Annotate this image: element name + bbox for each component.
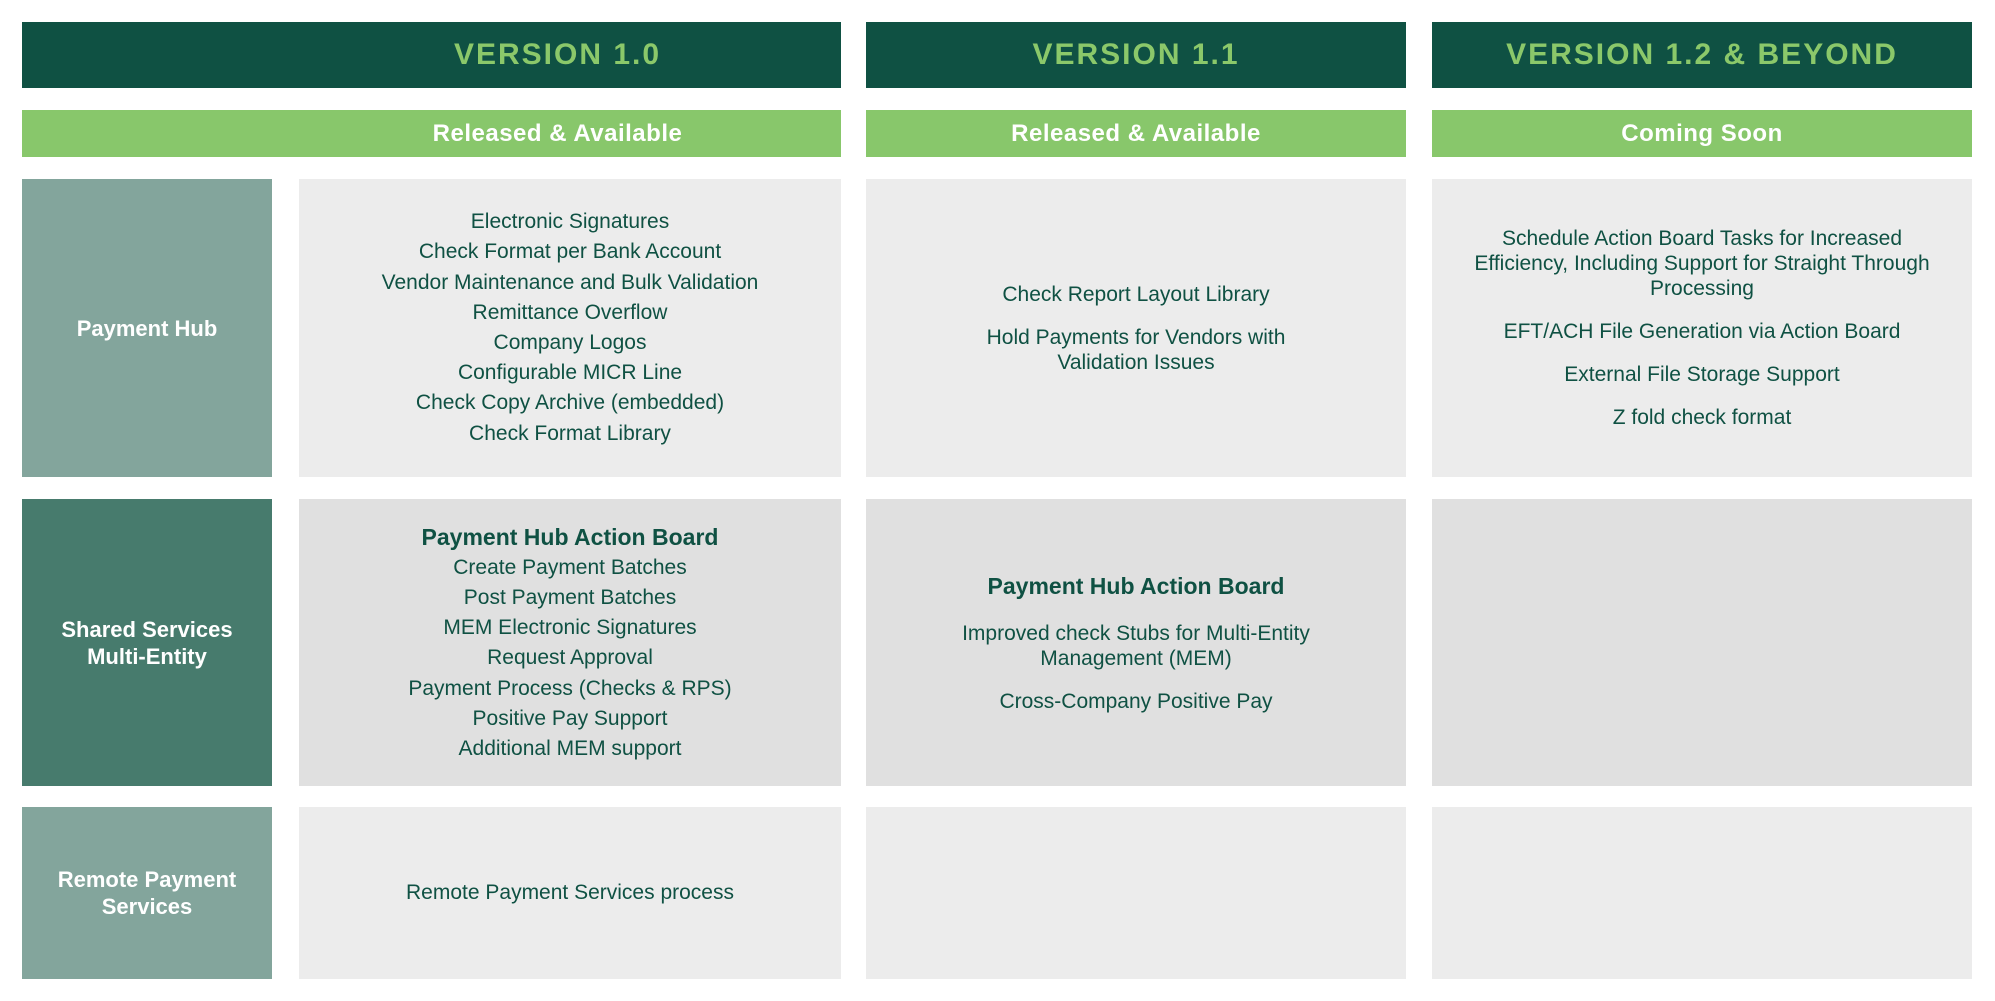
cell-payment-hub-v1-0 — [299, 179, 841, 477]
version-1-0-status-label: Released & Available — [432, 119, 683, 147]
version-1-1-header — [866, 22, 1406, 88]
feature-item: Configurable MICR Line — [457, 361, 683, 385]
feature-item: Payment Process (Checks & RPS) — [408, 676, 732, 700]
cell-shared-services-v1-2 — [1432, 499, 1972, 786]
version-1-2-header — [1432, 22, 1972, 88]
action-board-heading: Payment Hub Action Board — [987, 572, 1285, 599]
row-label-remote-payment — [22, 807, 272, 979]
action-board-heading: Payment Hub Action Board — [421, 523, 719, 550]
version-1-0-title: VERSION 1.0 — [453, 38, 662, 71]
feature-item: Electronic Signatures — [470, 210, 670, 234]
feature-item: Vendor Maintenance and Bulk Validation — [381, 270, 759, 294]
feature-item: Remittance Overflow — [472, 300, 668, 324]
version-1-2-status-label: Coming Soon — [1621, 119, 1783, 147]
row-label-shared-services — [22, 499, 272, 786]
feature-item: Check Report Layout Library — [1002, 282, 1270, 306]
cell-remote-payment-v1-2 — [1432, 807, 1972, 979]
feature-item: Z fold check format — [1612, 406, 1792, 429]
row-label-text: Shared Services Multi-Entity — [61, 616, 233, 669]
cell-remote-payment-v1-0 — [299, 807, 841, 979]
cell-payment-hub-v1-2 — [1432, 179, 1972, 477]
feature-item: Improved check Stubs for Multi-Entity Management (MEM) — [962, 621, 1310, 670]
feature-item: Check Copy Archive (embedded) — [415, 391, 725, 415]
row-label-text: Remote Payment Services — [57, 867, 237, 919]
feature-item: Create Payment Batches — [453, 555, 687, 579]
version-1-1-status-label: Released & Available — [1011, 119, 1261, 147]
row-label-payment-hub — [22, 179, 272, 477]
feature-item: MEM Electronic Signatures — [443, 616, 697, 640]
feature-item: Check Format Library — [469, 421, 671, 445]
feature-item: Additional MEM support — [458, 737, 682, 760]
version-1-1-status — [866, 110, 1406, 157]
feature-item: Request Approval — [487, 646, 653, 670]
version-1-0-header — [22, 22, 841, 88]
feature-item: Schedule Action Board Tasks for Increased Efficiency, Including Support for Straight Through Processing — [1474, 227, 1930, 300]
row-label-text: Payment Hub — [76, 315, 218, 341]
feature-item: EFT/ACH File Generation via Action Board — [1503, 320, 1901, 343]
version-1-0-status — [22, 110, 841, 157]
feature-item: External File Storage Support — [1564, 363, 1840, 386]
cell-payment-hub-v1-1 — [866, 179, 1406, 477]
cell-shared-services-v1-0 — [299, 499, 841, 786]
version-1-2-status — [1432, 110, 1972, 157]
feature-item: Positive Pay Support — [472, 706, 668, 730]
cell-shared-services-v1-1 — [866, 499, 1406, 786]
feature-item: Company Logos — [493, 331, 647, 354]
version-1-2-title: VERSION 1.2 & BEYOND — [1506, 38, 1898, 71]
cell-remote-payment-v1-1 — [866, 807, 1406, 979]
version-1-1-title: VERSION 1.1 — [1032, 38, 1240, 71]
feature-item: Hold Payments for Vendors with Validation Issues — [986, 325, 1286, 374]
feature-item: Remote Payment Services process — [406, 880, 734, 904]
feature-item: Check Format per Bank Account — [418, 240, 722, 264]
feature-item: Cross-Company Positive Pay — [999, 689, 1273, 713]
feature-item: Post Payment Batches — [463, 585, 677, 609]
